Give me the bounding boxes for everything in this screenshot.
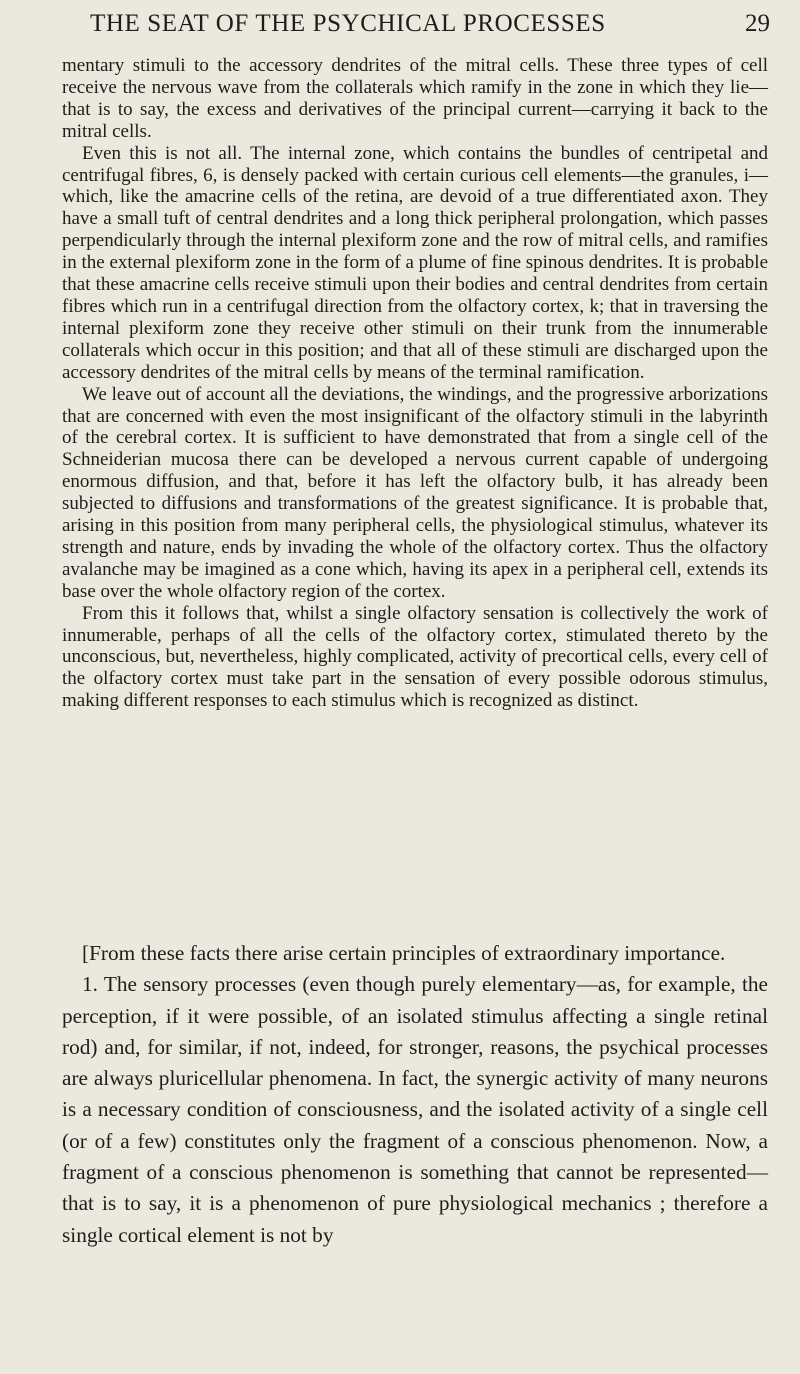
paragraph: 1. The sensory processes (even though purely elementary—as, for example, the perception, if it were possible, of an isolated stimulus affecting a single retinal rod) and, for similar, if not, indeed, for stronger, reasons, the psychical processes are always pluricellular phenomena. In fact, the synergic activity of many neurons is a necessary condition of consciousness, and the isolated activity of a single cell (or of a few) constitutes only the fragment of a conscious phenomenon. Now, a fragment of a conscious phenomenon is something that cannot be represented—that is to say, it is a phenomenon of pure physiological mechanics ; therefore a single cortical element is not by: [62, 972, 768, 1247]
paragraph: We leave out of account all the deviations, the windings, and the progressive arborizations that are concerned with even the most insignificant of the olfactory stimuli in the labyrinth of the cerebral cortex. It is sufficient to have demonstrated that from a single cell of the Schneiderian mucosa there can be developed a nervous current capable of undergoing enormous diffusion, and that, before it has left the olfactory bulb, it has already been subjected to diffusions and transformations of the greatest significance. It is probable that, arising in this position from many peripheral cells, the physiological stimulus, whatever its strength and nature, ends by invading the whole of the olfactory cortex. Thus the olfactory avalanche may be imagined as a cone which, having its apex in a peripheral cell, extends its base over the whole olfactory region of the cortex.: [62, 383, 768, 602]
running-head: [60, 10, 770, 44]
paragraph: Even this is not all. The internal zone, which contains the bundles of centripetal and centrifugal fibres, 6, is densely packed with certain curious cell elements—the granules, i—which, like the amacrine cells of the retina, are devoid of a true differentiated axon. They have a small tuft of central dendrites and a long thick peripheral prolongation, which passes perpendicularly through the internal plexiform zone and the row of mitral cells, and ramifies in the external plexiform zone in the form of a plume of fine spinous dendrites. It is probable that these amacrine cells receive stimuli upon their bodies and central dendrites from certain fibres which run in a centrifugal direction from the olfactory cortex, k; that in traversing the internal plexiform zone they receive other stimuli on their trunk from the innumerable collaterals which occur in this position; and that all of these stimuli are discharged upon the accessory dendrites of the mitral cells by means of the terminal ramification.: [62, 142, 768, 383]
running-title: THE SEAT OF THE PSYCHICAL PROCESSES: [90, 10, 606, 37]
paragraph: mentary stimuli to the accessory dendrites of the mitral cells. These three types of cell receive the nervous wave from the collaterals which ramify in the zone in which they lie—that is to say, the excess and derivatives of the principal current—carrying it back to the mitral cells.: [62, 55, 768, 142]
page-number: 29: [745, 10, 770, 37]
small-print-section: [62, 55, 768, 712]
paragraph: From this it follows that, whilst a single olfactory sensation is collectively the work of innumerable, perhaps of all the cells of the olfactory cortex, stimulated thereto by the unconscious, but, nevertheless, highly complicated, activity of precortical cells, every cell of the olfactory cortex must take part in the sensation of every possible odorous stimulus, making different responses to each stimulus which is recognized as distinct.: [62, 602, 768, 712]
paragraph: [From these facts there arise certain principles of extraordinary importance.: [82, 941, 726, 965]
large-print-section: [62, 938, 768, 1251]
